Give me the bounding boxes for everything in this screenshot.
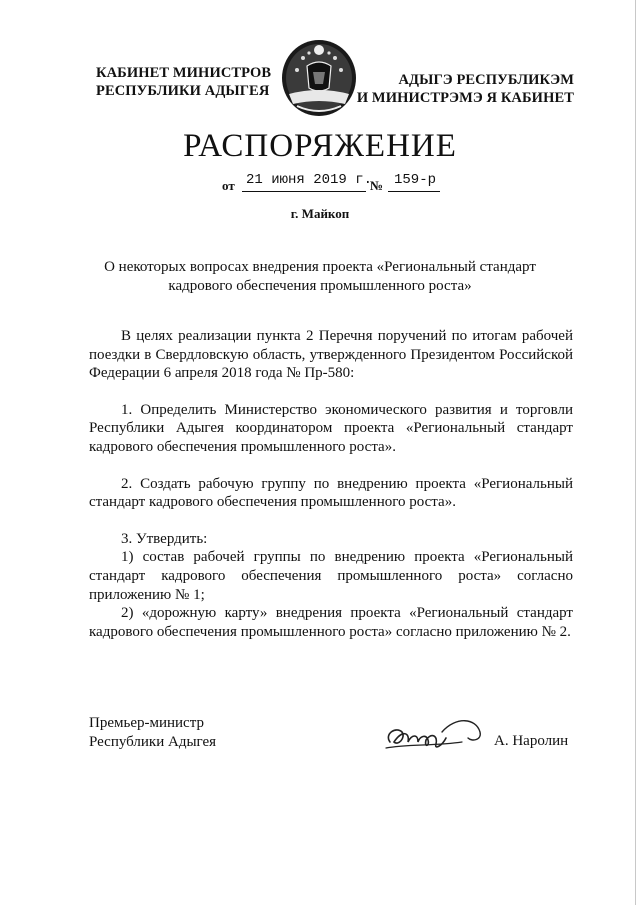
header-right-line1: АДЫГЭ РЕСПУБЛИКЭМ	[398, 72, 574, 88]
signatory-role-line2: Республики Адыгея	[89, 734, 217, 750]
document-number: 159-р	[394, 172, 437, 188]
header-left-line2: РЕСПУБЛИКИ АДЫГЕЯ	[96, 83, 270, 99]
signatory-role-line1: Премьер-министр	[89, 715, 204, 731]
number-underline	[388, 191, 440, 192]
handwritten-signature	[376, 712, 484, 754]
document-body	[89, 327, 573, 641]
date-underline	[242, 191, 366, 192]
item-3: 3. Утвердить:	[121, 530, 208, 547]
header-right	[357, 71, 574, 107]
item-3-2: 2) «дорожную карту» внедрения проекта «Региональный стандарт кадрового обеспечения промышленного роста» согласно приложению № 2.	[89, 605, 573, 640]
coat-of-arms-icon	[279, 36, 359, 118]
item-1: 1. Определить Министерство экономического развития и торговли Республики Адыгея координатором проекта «Региональный стандарт кадрового обеспечения промышленного роста».	[89, 401, 573, 455]
header-right-line2: И МИНИСТРЭМЭ Я КАБИНЕТ	[356, 90, 574, 106]
document-date: 21 июня 2019 г.	[246, 172, 373, 188]
number-sign: №	[370, 178, 384, 193]
item-3-1: 1) состав рабочей группы по внедрению проекта «Региональный стандарт кадрового обеспечения промышленного роста» согласно приложению № 1;	[89, 549, 573, 603]
item-2: 2. Создать рабочую группу по внедрению проекта «Региональный стандарт кадрового обеспечения промышленного роста».	[89, 475, 573, 511]
header-left-line1: КАБИНЕТ МИНИСТРОВ	[96, 65, 272, 81]
signatory-name: А. Наролин	[494, 733, 569, 749]
document-subject: О некоторых вопросах внедрения проекта «Региональный стандарт кадрового обеспечения промышленного роста»	[104, 259, 536, 294]
preamble: В целях реализации пункта 2 Перечня поручений по итогам рабочей поездки в Свердловскую область, утвержденного Президентом Российской Федерации 6 апреля 2018 года № Пр-580:	[89, 328, 573, 382]
dateline-ot: от	[222, 178, 235, 193]
document-title: РАСПОРЯЖЕНИЕ	[183, 128, 457, 164]
signatory-role	[89, 714, 216, 752]
city: г. Майкоп	[290, 206, 350, 221]
header-left	[96, 64, 271, 100]
